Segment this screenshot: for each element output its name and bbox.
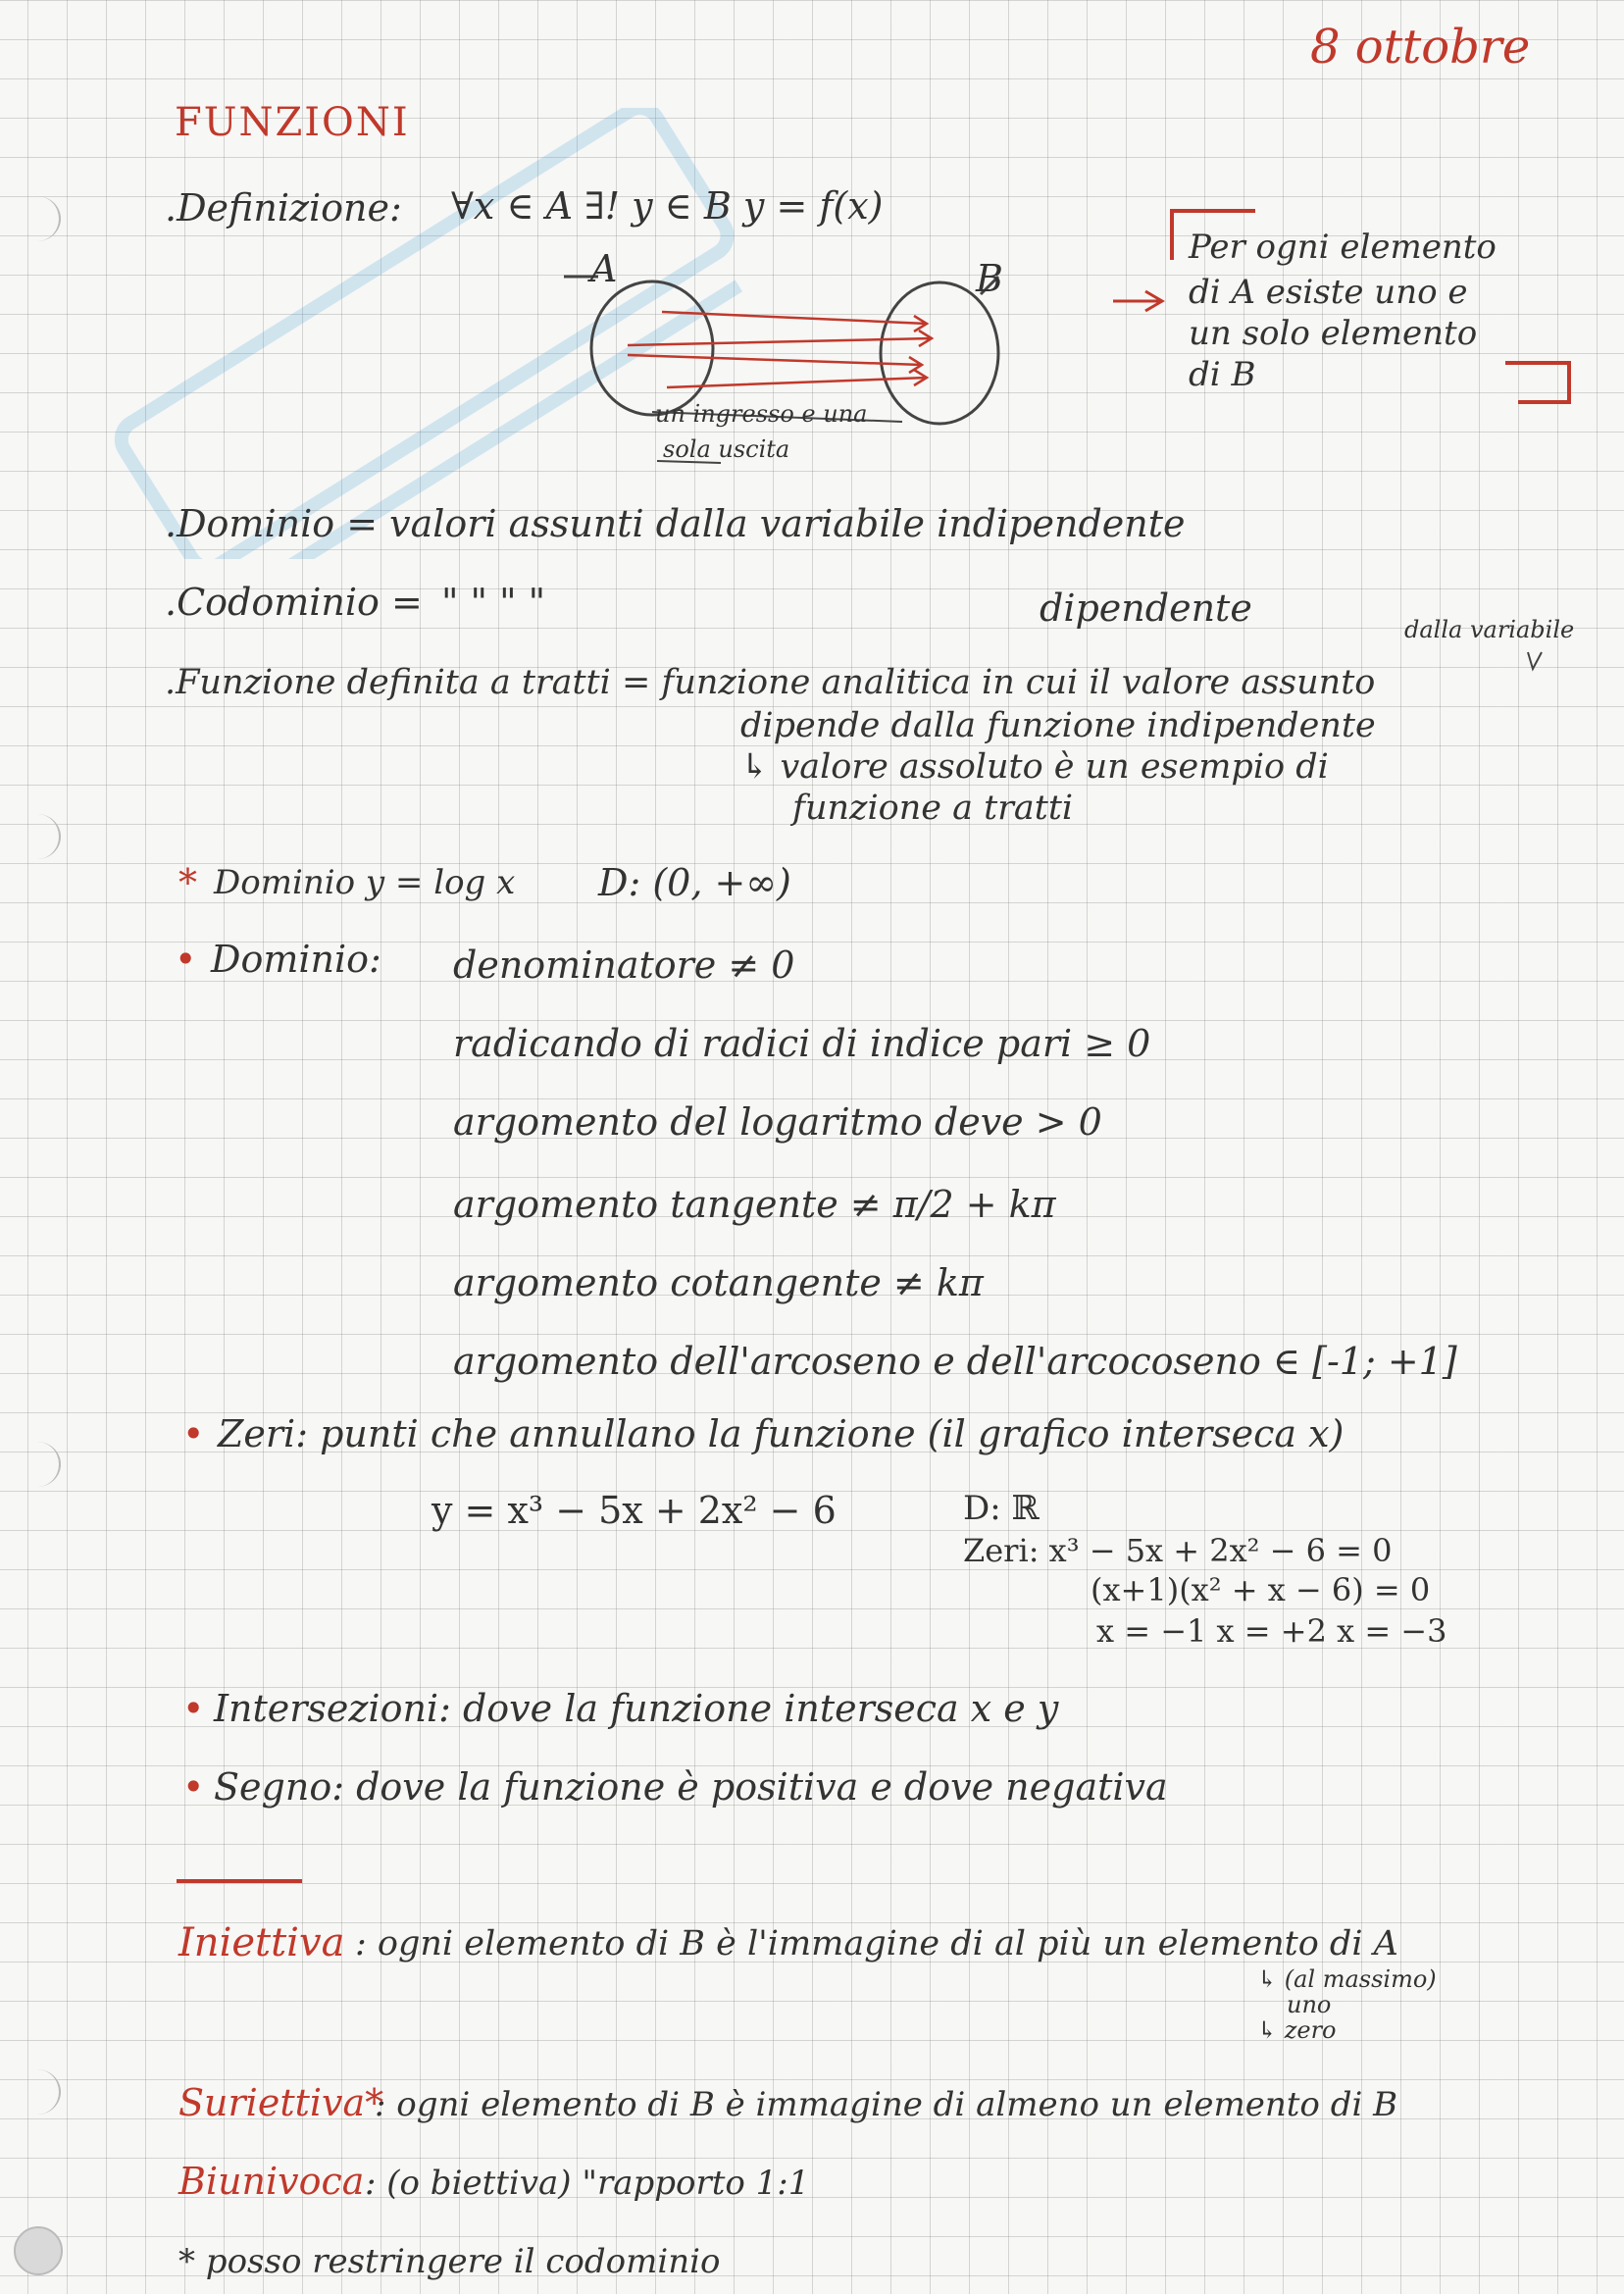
iniettiva-text: : ogni elemento di B è l'immagine di al più un elemento di A: [355, 1924, 1398, 1963]
biunivoca-label: Biunivoca: [178, 2160, 365, 2203]
codominio-ditto: " " " ": [441, 581, 546, 624]
biunivoca-text: : (o biettiva) "rapporto 1:1: [365, 2164, 810, 2203]
iniettiva-note2: uno: [1287, 1991, 1332, 2018]
zeri-step3: x = −1 x = +2 x = −3: [1096, 1612, 1447, 1650]
set-b-label: B: [976, 257, 1003, 300]
tratti-aside: dalla variabile: [1404, 616, 1575, 643]
definition-formula: ∀x ∈ A ∃! y ∈ B y = f(x): [451, 184, 884, 228]
dominio-rule: argomento del logaritmo deve > 0: [453, 1100, 1102, 1144]
definition-box-line3: un solo elemento: [1189, 314, 1478, 353]
page-title: FUNZIONI: [175, 100, 410, 145]
diagram-note-line2: sola uscita: [663, 435, 790, 463]
segno-text: Segno: dove la funzione è positiva e dove negativa: [214, 1765, 1168, 1809]
log-star: *: [178, 861, 197, 904]
footnote: * posso restringere il codominio: [178, 2242, 721, 2281]
dominio-rules-label: Dominio:: [211, 938, 381, 981]
zeri-step2: (x+1)(x² + x − 6) = 0: [1091, 1571, 1431, 1608]
set-b-circle: [881, 282, 998, 424]
dominio-rule: argomento tangente ≠ π/2 + kπ: [453, 1183, 1056, 1226]
bullet: •: [182, 1765, 205, 1809]
definition-label: .Definizione:: [165, 186, 402, 229]
zeri-function: y = x³ − 5x + 2x² − 6: [431, 1489, 837, 1532]
suriettiva-label: Suriettiva*: [178, 2081, 384, 2124]
set-a-label: A: [590, 247, 618, 290]
log-domain-text: Dominio y = log x: [214, 863, 516, 902]
bullet: •: [175, 938, 197, 981]
box-corner-bottom: [1505, 363, 1569, 402]
page-date: 8 ottobre: [1310, 20, 1531, 75]
dominio-rule: argomento cotangente ≠ kπ: [453, 1261, 984, 1304]
codominio-end: dipendente: [1040, 586, 1252, 630]
dominio-rule: denominatore ≠ 0: [453, 943, 795, 987]
tratti-line2: dipende dalla funzione indipendente: [740, 706, 1376, 745]
tratti-line3: ↳ valore assoluto è un esempio di: [740, 747, 1329, 787]
intersezioni-text: Intersezioni: dove la funzione interseca x e y: [214, 1687, 1059, 1730]
log-domain-interval: D: (0, +∞): [598, 861, 791, 904]
dominio-rule: argomento dell'arcoseno e dell'arcocoseno ∈ [-1; +1]: [453, 1340, 1457, 1383]
bullet: •: [182, 1412, 205, 1455]
tratti-line1: .Funzione definita a tratti = funzione analitica in cui il valore assunto: [165, 663, 1376, 702]
definition-box-line1: Per ogni elemento: [1189, 228, 1497, 267]
definition-box-line2: di A esiste uno e: [1189, 273, 1468, 312]
dominio-rule: radicando di radici di indice pari ≥ 0: [453, 1022, 1151, 1065]
zeri-label: Zeri: punti che annullano la funzione (il grafico interseca x): [218, 1412, 1345, 1455]
diagram-note-line1: un ingresso e una: [655, 400, 868, 428]
arrow-right-icon: [1113, 291, 1162, 311]
zeri-step1: Zeri: x³ − 5x + 2x² − 6 = 0: [963, 1532, 1393, 1569]
iniettiva-label: Iniettiva: [178, 1920, 345, 1965]
tratti-line4: funzione a tratti: [792, 789, 1074, 828]
suriettiva-text: : ogni elemento di B è immagine di almeno un elemento di B: [375, 2085, 1398, 2124]
iniettiva-note3: ↳ zero: [1257, 2016, 1337, 2044]
dominio-definition: .Dominio = valori assunti dalla variabile indipendente: [165, 502, 1186, 545]
set-a-circle: [591, 281, 713, 415]
bullet: •: [182, 1687, 205, 1730]
zeri-domain: D: ℝ: [963, 1489, 1040, 1528]
definition-box-line4: di B: [1189, 355, 1256, 394]
iniettiva-note1: ↳ (al massimo): [1257, 1965, 1437, 1993]
codominio-label: .Codominio =: [165, 581, 423, 624]
